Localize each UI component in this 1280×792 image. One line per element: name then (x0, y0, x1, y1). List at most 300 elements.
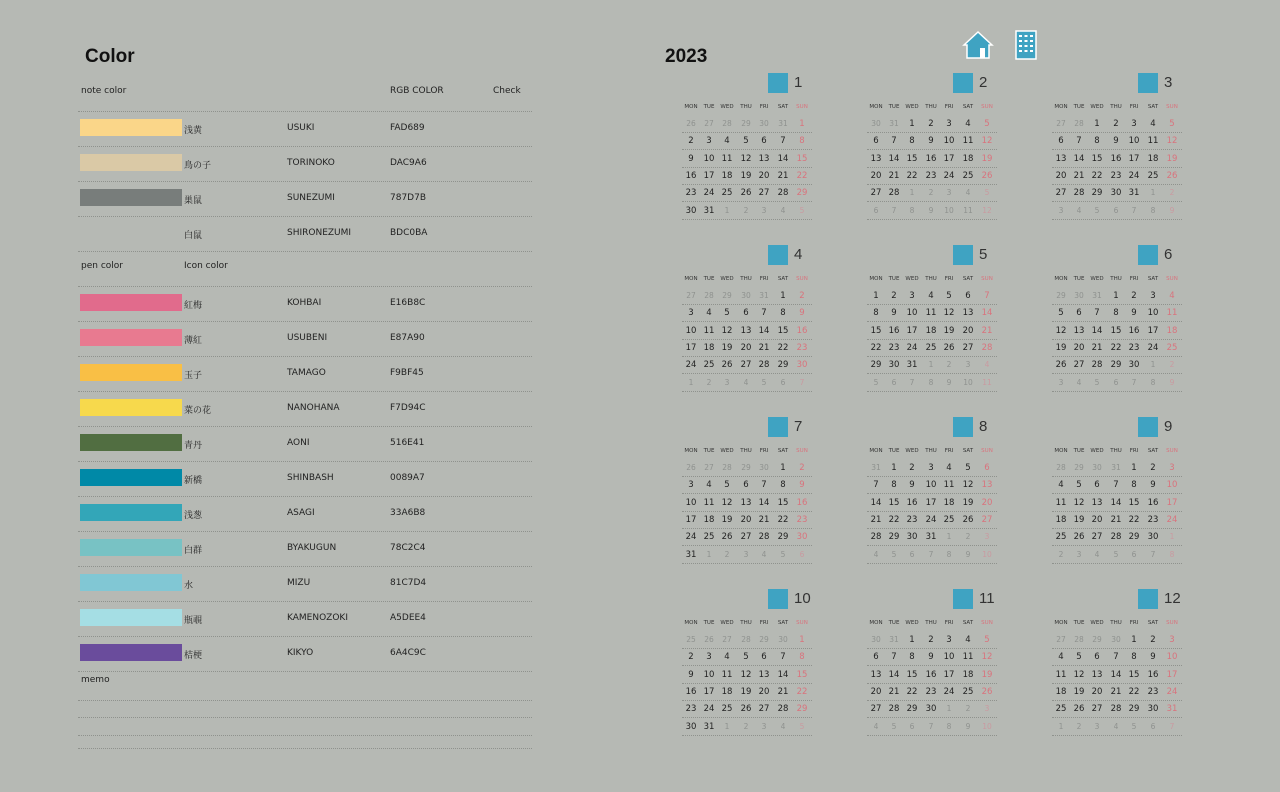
calendar-day[interactable]: 2 (928, 119, 934, 129)
calendar-day[interactable]: 7 (873, 480, 879, 491)
calendar-day[interactable]: 4 (724, 652, 730, 663)
calendar-day[interactable]: 20 (1073, 342, 1085, 353)
calendar-day[interactable]: 23 (1110, 170, 1122, 181)
calendar-day[interactable]: 28 (1073, 188, 1085, 199)
calendar-day[interactable]: 24 (1166, 686, 1178, 697)
calendar-day[interactable]: 27 (704, 119, 714, 128)
calendar-day[interactable]: 28 (741, 635, 751, 644)
calendar-day[interactable]: 1 (946, 704, 952, 714)
calendar-day[interactable]: 29 (777, 532, 789, 543)
month-marker-icon[interactable] (1138, 589, 1158, 609)
calendar-day[interactable]: 7 (1113, 652, 1119, 663)
calendar-day[interactable]: 12 (981, 652, 993, 663)
calendar-day[interactable]: 7 (984, 291, 990, 301)
calendar-day[interactable]: 2 (1113, 119, 1119, 129)
calendar-day[interactable]: 28 (777, 188, 789, 199)
calendar-day[interactable]: 29 (1056, 291, 1066, 300)
calendar-day[interactable]: 3 (1169, 463, 1175, 473)
calendar-day[interactable]: 2 (928, 635, 934, 645)
calendar-day[interactable]: 9 (965, 549, 971, 559)
calendar-day[interactable]: 4 (873, 549, 879, 559)
calendar-day[interactable]: 26 (981, 170, 993, 181)
calendar-day[interactable]: 18 (703, 342, 715, 353)
calendar-day[interactable]: 25 (1055, 532, 1067, 543)
month-marker-icon[interactable] (953, 245, 973, 265)
calendar-day[interactable]: 1 (688, 377, 694, 387)
calendar-day[interactable]: 29 (1074, 463, 1084, 472)
calendar-day[interactable]: 12 (1073, 497, 1085, 508)
calendar-day[interactable]: 26 (1073, 704, 1085, 715)
calendar-day[interactable]: 6 (873, 136, 879, 147)
calendar-day[interactable]: 1 (1131, 635, 1137, 645)
calendar-day[interactable]: 5 (1058, 308, 1064, 319)
calendar-day[interactable]: 24 (703, 704, 715, 715)
calendar-day[interactable]: 31 (703, 205, 715, 216)
calendar-day[interactable]: 4 (706, 308, 712, 319)
calendar-day[interactable]: 4 (1076, 377, 1082, 387)
calendar-day[interactable]: 1 (780, 463, 786, 473)
calendar-day[interactable]: 21 (1073, 170, 1085, 181)
calendar-day[interactable]: 6 (891, 377, 897, 387)
calendar-day[interactable]: 22 (870, 342, 882, 353)
calendar-day[interactable]: 6 (1094, 480, 1100, 491)
calendar-day[interactable]: 4 (873, 721, 879, 731)
calendar-day[interactable]: 4 (965, 635, 971, 645)
calendar-day[interactable]: 30 (1074, 291, 1084, 300)
calendar-day[interactable]: 23 (906, 514, 918, 525)
calendar-day[interactable]: 26 (1166, 170, 1178, 181)
calendar-day[interactable]: 7 (891, 205, 897, 215)
calendar-day[interactable]: 6 (761, 136, 767, 147)
month-marker-icon[interactable] (768, 245, 788, 265)
calendar-day[interactable]: 28 (981, 342, 993, 353)
calendar-day[interactable]: 30 (1147, 532, 1159, 543)
calendar-day[interactable]: 31 (1166, 704, 1178, 715)
calendar-day[interactable]: 14 (888, 669, 900, 680)
calendar-day[interactable]: 8 (946, 721, 952, 731)
calendar-day[interactable]: 29 (906, 704, 918, 715)
calendar-day[interactable]: 30 (1092, 463, 1102, 472)
calendar-day[interactable]: 25 (1147, 170, 1159, 181)
calendar-day[interactable]: 21 (888, 686, 900, 697)
calendar-day[interactable]: 10 (943, 136, 955, 147)
calendar-day[interactable]: 4 (780, 205, 786, 215)
calendar-day[interactable]: 11 (721, 153, 733, 164)
calendar-day[interactable]: 2 (743, 721, 749, 731)
calendar-day[interactable]: 28 (777, 704, 789, 715)
calendar-day[interactable]: 10 (906, 308, 918, 319)
calendar-day[interactable]: 25 (1055, 704, 1067, 715)
calendar-day[interactable]: 26 (740, 188, 752, 199)
calendar-day[interactable]: 25 (686, 635, 696, 644)
calendar-day[interactable]: 16 (685, 686, 697, 697)
calendar-day[interactable]: 30 (796, 532, 808, 543)
calendar-day[interactable]: 10 (703, 153, 715, 164)
calendar-day[interactable]: 29 (759, 635, 769, 644)
calendar-day[interactable]: 13 (1091, 497, 1103, 508)
calendar-day[interactable]: 8 (799, 136, 805, 147)
calendar-day[interactable]: 31 (1092, 291, 1102, 300)
calendar-day[interactable]: 8 (891, 480, 897, 491)
calendar-day[interactable]: 10 (963, 377, 973, 387)
calendar-day[interactable]: 30 (796, 360, 808, 371)
calendar-day[interactable]: 28 (1074, 119, 1084, 128)
calendar-day[interactable]: 25 (943, 514, 955, 525)
calendar-day[interactable]: 25 (962, 170, 974, 181)
calendar-day[interactable]: 23 (796, 342, 808, 353)
calendar-day[interactable]: 6 (984, 463, 990, 473)
calendar-day[interactable]: 9 (688, 669, 694, 680)
calendar-day[interactable]: 15 (777, 325, 789, 336)
calendar-day[interactable]: 27 (740, 360, 752, 371)
calendar-day[interactable]: 11 (962, 136, 974, 147)
calendar-day[interactable]: 30 (1111, 635, 1121, 644)
calendar-day[interactable]: 17 (906, 325, 918, 336)
calendar-day[interactable]: 18 (1055, 686, 1067, 697)
calendar-day[interactable]: 17 (685, 514, 697, 525)
calendar-day[interactable]: 6 (909, 721, 915, 731)
calendar-day[interactable]: 22 (1128, 514, 1140, 525)
calendar-day[interactable]: 19 (740, 686, 752, 697)
calendar-day[interactable]: 27 (1091, 704, 1103, 715)
calendar-day[interactable]: 18 (1055, 514, 1067, 525)
calendar-day[interactable]: 4 (946, 463, 952, 473)
calendar-day[interactable]: 9 (891, 308, 897, 319)
calendar-day[interactable]: 17 (1147, 325, 1159, 336)
calendar-day[interactable]: 22 (888, 514, 900, 525)
calendar-day[interactable]: 18 (721, 170, 733, 181)
calendar-day[interactable]: 14 (758, 497, 770, 508)
calendar-day[interactable]: 3 (1150, 291, 1156, 301)
calendar-day[interactable]: 1 (928, 360, 934, 370)
month-marker-icon[interactable] (1138, 245, 1158, 265)
calendar-day[interactable]: 28 (1074, 635, 1084, 644)
calendar-day[interactable]: 19 (1073, 514, 1085, 525)
calendar-day[interactable]: 24 (906, 342, 918, 353)
calendar-day[interactable]: 21 (777, 170, 789, 181)
calendar-day[interactable]: 1 (724, 721, 730, 731)
calendar-day[interactable]: 6 (799, 549, 805, 559)
calendar-day[interactable]: 5 (891, 549, 897, 559)
calendar-day[interactable]: 11 (1055, 497, 1067, 508)
calendar-day[interactable]: 5 (761, 377, 767, 387)
calendar-day[interactable]: 18 (703, 514, 715, 525)
calendar-day[interactable]: 1 (946, 532, 952, 542)
calendar-day[interactable]: 24 (1166, 514, 1178, 525)
calendar-day[interactable]: 2 (909, 463, 915, 473)
calendar-day[interactable]: 2 (1169, 360, 1175, 370)
calendar-day[interactable]: 31 (889, 635, 899, 644)
calendar-day[interactable]: 16 (1147, 669, 1159, 680)
calendar-day[interactable]: 23 (685, 704, 697, 715)
calendar-day[interactable]: 7 (1169, 721, 1175, 731)
calendar-day[interactable]: 3 (1131, 119, 1137, 129)
calendar-day[interactable]: 3 (743, 549, 749, 559)
building-icon[interactable] (1015, 30, 1037, 60)
calendar-day[interactable]: 24 (943, 686, 955, 697)
calendar-day[interactable]: 28 (1110, 704, 1122, 715)
calendar-day[interactable]: 26 (686, 463, 696, 472)
calendar-day[interactable]: 27 (722, 635, 732, 644)
calendar-day[interactable]: 13 (1091, 669, 1103, 680)
calendar-day[interactable]: 15 (796, 669, 808, 680)
calendar-day[interactable]: 3 (984, 704, 990, 714)
calendar-day[interactable]: 5 (743, 136, 749, 147)
calendar-day[interactable]: 27 (962, 342, 974, 353)
calendar-day[interactable]: 6 (1113, 205, 1119, 215)
calendar-day[interactable]: 14 (758, 325, 770, 336)
calendar-day[interactable]: 12 (962, 480, 974, 491)
calendar-day[interactable]: 5 (724, 308, 730, 319)
calendar-day[interactable]: 18 (943, 497, 955, 508)
calendar-day[interactable]: 9 (909, 480, 915, 491)
calendar-day[interactable]: 2 (1058, 549, 1064, 559)
calendar-day[interactable]: 31 (778, 119, 788, 128)
calendar-day[interactable]: 13 (740, 497, 752, 508)
calendar-day[interactable]: 12 (740, 669, 752, 680)
calendar-day[interactable]: 30 (1147, 704, 1159, 715)
calendar-day[interactable]: 25 (721, 188, 733, 199)
calendar-day[interactable]: 30 (759, 463, 769, 472)
calendar-day[interactable]: 5 (1169, 119, 1175, 129)
calendar-day[interactable]: 31 (1111, 463, 1121, 472)
calendar-day[interactable]: 5 (984, 635, 990, 645)
calendar-day[interactable]: 30 (871, 635, 881, 644)
calendar-day[interactable]: 8 (780, 308, 786, 319)
calendar-day[interactable]: 31 (1128, 188, 1140, 199)
calendar-day[interactable]: 14 (981, 308, 993, 319)
calendar-day[interactable]: 7 (928, 549, 934, 559)
calendar-day[interactable]: 30 (759, 119, 769, 128)
calendar-day[interactable]: 21 (888, 170, 900, 181)
calendar-day[interactable]: 27 (704, 463, 714, 472)
calendar-day[interactable]: 2 (928, 188, 934, 198)
calendar-day[interactable]: 8 (1150, 205, 1156, 215)
calendar-day[interactable]: 1 (1169, 532, 1175, 542)
calendar-day[interactable]: 24 (1128, 170, 1140, 181)
calendar-day[interactable]: 27 (1073, 360, 1085, 371)
calendar-day[interactable]: 16 (796, 325, 808, 336)
calendar-day[interactable]: 28 (758, 360, 770, 371)
calendar-day[interactable]: 12 (740, 153, 752, 164)
calendar-day[interactable]: 28 (1056, 463, 1066, 472)
calendar-day[interactable]: 17 (703, 686, 715, 697)
calendar-day[interactable]: 24 (943, 170, 955, 181)
calendar-day[interactable]: 17 (1128, 153, 1140, 164)
calendar-day[interactable]: 5 (780, 549, 786, 559)
calendar-day[interactable]: 10 (1166, 652, 1178, 663)
calendar-day[interactable]: 25 (962, 686, 974, 697)
calendar-day[interactable]: 29 (741, 119, 751, 128)
calendar-day[interactable]: 30 (906, 532, 918, 543)
calendar-day[interactable]: 11 (721, 669, 733, 680)
calendar-day[interactable]: 26 (1073, 532, 1085, 543)
calendar-day[interactable]: 11 (963, 205, 973, 215)
calendar-day[interactable]: 10 (1128, 136, 1140, 147)
calendar-day[interactable]: 8 (909, 136, 915, 147)
calendar-day[interactable]: 10 (1147, 308, 1159, 319)
calendar-day[interactable]: 20 (1091, 686, 1103, 697)
calendar-day[interactable]: 8 (946, 549, 952, 559)
calendar-day[interactable]: 29 (796, 704, 808, 715)
calendar-day[interactable]: 22 (1128, 686, 1140, 697)
calendar-day[interactable]: 19 (943, 325, 955, 336)
calendar-day[interactable]: 1 (799, 119, 805, 129)
calendar-day[interactable]: 5 (891, 721, 897, 731)
calendar-day[interactable]: 9 (1169, 377, 1175, 387)
calendar-day[interactable]: 11 (1166, 308, 1178, 319)
calendar-day[interactable]: 5 (1094, 377, 1100, 387)
calendar-day[interactable]: 1 (1150, 188, 1156, 198)
calendar-day[interactable]: 14 (1091, 325, 1103, 336)
calendar-day[interactable]: 1 (724, 205, 730, 215)
calendar-day[interactable]: 3 (965, 360, 971, 370)
calendar-day[interactable]: 2 (946, 360, 952, 370)
calendar-day[interactable]: 5 (873, 377, 879, 387)
calendar-day[interactable]: 7 (780, 136, 786, 147)
calendar-day[interactable]: 4 (965, 188, 971, 198)
calendar-day[interactable]: 27 (870, 188, 882, 199)
calendar-day[interactable]: 8 (873, 308, 879, 319)
calendar-day[interactable]: 6 (1094, 652, 1100, 663)
calendar-day[interactable]: 9 (1131, 308, 1137, 319)
calendar-day[interactable]: 15 (1128, 669, 1140, 680)
calendar-day[interactable]: 23 (1147, 686, 1159, 697)
calendar-day[interactable]: 7 (780, 652, 786, 663)
calendar-day[interactable]: 9 (799, 308, 805, 319)
calendar-day[interactable]: 6 (743, 480, 749, 491)
calendar-day[interactable]: 1 (891, 463, 897, 473)
calendar-day[interactable]: 14 (1110, 497, 1122, 508)
calendar-day[interactable]: 27 (758, 188, 770, 199)
calendar-day[interactable]: 20 (1091, 514, 1103, 525)
calendar-day[interactable]: 16 (1110, 153, 1122, 164)
calendar-day[interactable]: 31 (889, 119, 899, 128)
calendar-day[interactable]: 25 (703, 360, 715, 371)
calendar-day[interactable]: 10 (703, 669, 715, 680)
calendar-day[interactable]: 5 (1076, 652, 1082, 663)
calendar-day[interactable]: 3 (928, 463, 934, 473)
calendar-day[interactable]: 3 (1169, 635, 1175, 645)
month-marker-icon[interactable] (953, 417, 973, 437)
calendar-day[interactable]: 6 (909, 549, 915, 559)
calendar-day[interactable]: 22 (777, 514, 789, 525)
calendar-day[interactable]: 4 (706, 480, 712, 491)
calendar-day[interactable]: 16 (1128, 325, 1140, 336)
calendar-day[interactable]: 26 (721, 532, 733, 543)
calendar-day[interactable]: 11 (703, 497, 715, 508)
calendar-day[interactable]: 2 (965, 704, 971, 714)
calendar-day[interactable]: 5 (743, 652, 749, 663)
calendar-day[interactable]: 11 (943, 480, 955, 491)
calendar-day[interactable]: 27 (758, 704, 770, 715)
calendar-day[interactable]: 11 (703, 325, 715, 336)
calendar-day[interactable]: 21 (1091, 342, 1103, 353)
calendar-day[interactable]: 3 (1058, 377, 1064, 387)
calendar-day[interactable]: 16 (888, 325, 900, 336)
calendar-day[interactable]: 25 (925, 342, 937, 353)
calendar-day[interactable]: 13 (758, 669, 770, 680)
calendar-day[interactable]: 12 (721, 497, 733, 508)
calendar-day[interactable]: 29 (1110, 360, 1122, 371)
calendar-day[interactable]: 2 (706, 377, 712, 387)
calendar-day[interactable]: 19 (1073, 686, 1085, 697)
calendar-day[interactable]: 20 (870, 170, 882, 181)
calendar-day[interactable]: 2 (799, 291, 805, 301)
calendar-day[interactable]: 8 (909, 205, 915, 215)
calendar-day[interactable]: 12 (1166, 136, 1178, 147)
calendar-day[interactable]: 30 (888, 360, 900, 371)
calendar-day[interactable]: 9 (928, 205, 934, 215)
calendar-day[interactable]: 28 (870, 532, 882, 543)
calendar-day[interactable]: 20 (1055, 170, 1067, 181)
calendar-day[interactable]: 2 (891, 291, 897, 301)
calendar-day[interactable]: 28 (1110, 532, 1122, 543)
calendar-day[interactable]: 5 (946, 291, 952, 301)
calendar-day[interactable]: 9 (928, 136, 934, 147)
calendar-day[interactable]: 29 (741, 463, 751, 472)
calendar-day[interactable]: 14 (1073, 153, 1085, 164)
calendar-day[interactable]: 10 (1166, 480, 1178, 491)
calendar-day[interactable]: 9 (1113, 136, 1119, 147)
calendar-day[interactable]: 13 (870, 153, 882, 164)
calendar-day[interactable]: 3 (688, 480, 694, 491)
calendar-day[interactable]: 6 (780, 377, 786, 387)
calendar-day[interactable]: 18 (962, 669, 974, 680)
calendar-day[interactable]: 26 (943, 342, 955, 353)
calendar-day[interactable]: 5 (1076, 480, 1082, 491)
calendar-day[interactable]: 11 (1147, 136, 1159, 147)
calendar-day[interactable]: 2 (799, 463, 805, 473)
calendar-day[interactable]: 30 (1110, 188, 1122, 199)
calendar-day[interactable]: 29 (777, 360, 789, 371)
calendar-day[interactable]: 8 (1150, 377, 1156, 387)
calendar-day[interactable]: 19 (740, 170, 752, 181)
calendar-day[interactable]: 21 (1110, 686, 1122, 697)
calendar-day[interactable]: 30 (741, 291, 751, 300)
calendar-day[interactable]: 10 (982, 721, 992, 731)
calendar-day[interactable]: 21 (777, 686, 789, 697)
calendar-day[interactable]: 15 (906, 669, 918, 680)
calendar-day[interactable]: 6 (1113, 377, 1119, 387)
calendar-day[interactable]: 9 (688, 153, 694, 164)
calendar-day[interactable]: 8 (1113, 308, 1119, 319)
calendar-day[interactable]: 16 (1147, 497, 1159, 508)
calendar-day[interactable]: 3 (946, 119, 952, 129)
calendar-day[interactable]: 23 (925, 686, 937, 697)
calendar-day[interactable]: 28 (1091, 360, 1103, 371)
calendar-day[interactable]: 10 (982, 549, 992, 559)
calendar-day[interactable]: 25 (703, 532, 715, 543)
calendar-day[interactable]: 12 (982, 205, 992, 215)
calendar-day[interactable]: 10 (943, 652, 955, 663)
calendar-day[interactable]: 27 (1055, 188, 1067, 199)
calendar-day[interactable]: 4 (1058, 652, 1064, 663)
calendar-day[interactable]: 23 (888, 342, 900, 353)
calendar-day[interactable]: 15 (1110, 325, 1122, 336)
calendar-day[interactable]: 15 (906, 153, 918, 164)
calendar-day[interactable]: 2 (1150, 463, 1156, 473)
calendar-day[interactable]: 30 (685, 205, 697, 216)
calendar-day[interactable]: 26 (740, 704, 752, 715)
calendar-day[interactable]: 3 (706, 652, 712, 663)
calendar-day[interactable]: 2 (965, 532, 971, 542)
calendar-day[interactable]: 6 (1076, 308, 1082, 319)
calendar-day[interactable]: 7 (928, 721, 934, 731)
calendar-day[interactable]: 7 (1150, 549, 1156, 559)
calendar-day[interactable]: 25 (1166, 342, 1178, 353)
calendar-day[interactable]: 27 (981, 514, 993, 525)
